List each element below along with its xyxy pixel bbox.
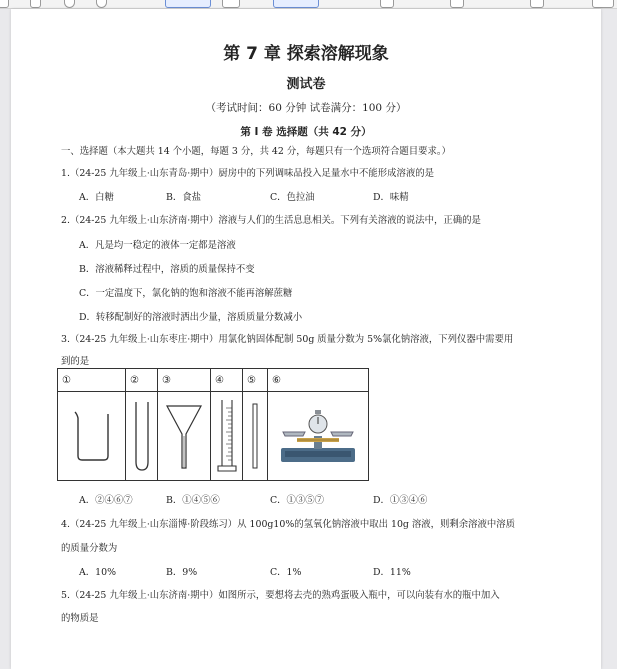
question-1-option-b: B．食盐 [166,192,202,203]
beaker-icon [58,392,126,481]
document-page [11,9,601,669]
toolbar-button[interactable] [450,0,464,8]
toolbar-button[interactable] [222,0,240,8]
question-2-option-d: D．转移配制好的溶液时洒出少量，溶质质量分数减小 [79,312,303,323]
question-1-option-a: A．白糖 [79,192,114,203]
page-title: 第 7 章 探索溶解现象 [223,44,389,64]
toolbar-button[interactable] [530,0,544,8]
equipment-table [57,368,369,481]
exam-info: （考试时间：60 分钟 试卷满分：100 分） [205,102,407,114]
question-4-stem-line-2: 的质量分数为 [61,543,118,554]
question-5-stem-line-1: 5.（24-25 九年级上·山东济南·期中）如图所示，要想将去壳的熟鸡蛋吸入瓶中，可以向装有水的瓶中加入 [61,590,500,601]
test-tube-icon [126,392,158,481]
toolbar-button-active[interactable] [165,0,211,8]
question-4-option-a: A．10% [79,567,116,578]
page-subtitle: 测试卷 [286,77,326,92]
equipment-label-1: ① [58,369,126,392]
equipment-label-6: ⑥ [268,369,369,392]
toolbar-button-active[interactable] [273,0,319,8]
question-4-option-b: B．9% [166,567,198,578]
toolbar-button[interactable] [380,0,394,8]
question-3-option-a: A．②④⑥⑦ [79,495,133,506]
funnel-icon [158,392,211,481]
question-2-option-a: A．凡是均一稳定的液体一定都是溶液 [79,240,236,251]
balance-scale-icon [268,392,369,481]
toolbar-button[interactable] [96,0,107,8]
question-3-stem-line-1: 3.（24-25 九年级上·山东枣庄·期中）用氯化钠固体配制 50g 质量分数为 5%氯化钠溶液，下列仪器中需要用 [61,334,514,345]
question-5-stem-line-2: 的物质是 [61,613,99,624]
question-1-option-c: C．色拉油 [270,192,315,203]
toolbar-button[interactable] [0,0,9,8]
question-4-stem-line-1: 4.（24-25 九年级上·山东淄博·阶段练习）从 100g10%的氢氧化钠溶液中取出 10g 溶液，则剩余溶液中溶质 [61,519,516,530]
question-3-option-b: B．①④⑤⑥ [166,495,220,506]
section-title: 第 I 卷 选择题（共 42 分） [240,126,372,138]
question-1-stem: 1.（24-25 九年级上·山东青岛·期中）厨房中的下列调味品投入足量水中不能形成溶液的是 [61,168,435,179]
question-2-option-c: C．一定温度下，氯化钠的饱和溶液不能再溶解蔗糖 [79,288,293,299]
question-3-option-c: C．①③⑤⑦ [270,495,325,506]
graduated-cylinder-icon [211,392,243,481]
question-3-stem-line-2: 到的是 [61,356,90,367]
section-description: 一、选择题（本大题共 14 个小题，每题 3 分，共 42 分，每题只有一个选项符合题目要求。） [61,146,451,157]
toolbar-button[interactable] [592,0,614,8]
question-4-option-c: C．1% [270,567,302,578]
equipment-label-3: ③ [158,369,211,392]
question-3-option-d: D．①③④⑥ [373,495,428,506]
question-2-stem: 2.（24-25 九年级上·山东济南·期中）溶液与人们的生活息息相关。下列有关溶液的说法中，正确的是 [61,215,481,226]
question-2-option-b: B．溶液稀释过程中，溶质的质量保持不变 [79,264,255,275]
equipment-label-4: ④ [211,369,243,392]
toolbar-button[interactable] [30,0,41,8]
equipment-label-5: ⑤ [243,369,268,392]
question-4-option-d: D．11% [373,567,411,578]
question-1-option-d: D．味精 [373,192,409,203]
viewer-toolbar [0,0,617,9]
equipment-label-2: ② [126,369,158,392]
toolbar-button[interactable] [64,0,75,8]
glass-rod-icon [243,392,268,481]
